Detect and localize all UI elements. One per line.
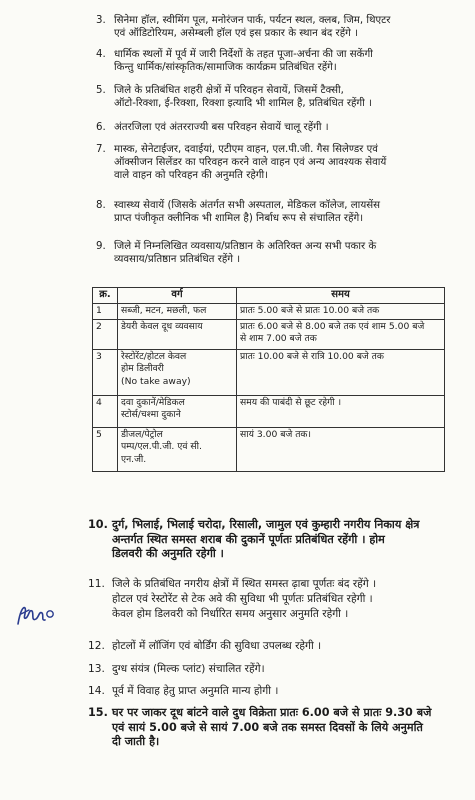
- cell-time: [237, 427, 445, 471]
- cell-line: रेस्टोरेंट/होटल केवल: [121, 350, 187, 362]
- cell-sn: 5: [93, 427, 118, 471]
- item-number: 15.: [88, 706, 108, 719]
- item-text-line: सिनेमा हॉल, स्वीमिंग पूल, मनोरंजन पार्क, पर्यटन स्थल, क्लब, जिम, थिएटर: [114, 15, 391, 26]
- cell-line: प्रातः 5.00 बजे से प्रातः 10.00 बजे तक: [240, 304, 380, 316]
- item-text-line: मास्क, सेनेटाईजर, दवाईयां, एटीएम वाहन, एल.पी.जी. गैस सिलेण्डर एवं: [114, 144, 378, 155]
- cell-line: समय की पाबंदी से छूट रहेगी ।: [240, 396, 342, 408]
- cell-line: से शाम 7.00 बजे तक: [240, 333, 317, 344]
- cell-line: पम्प/एल.पी.जी. एवं सी.: [121, 441, 202, 452]
- item-text-line: धार्मिक स्थलों में पूर्व में जारी निर्देशों के तहत पूजा-अर्चना की जा सकेंगी: [114, 49, 373, 60]
- item-number: 10.: [88, 518, 108, 531]
- table-row: [93, 349, 445, 395]
- column-header-category: वर्ग: [118, 288, 237, 304]
- cell-sn: 4: [93, 395, 118, 427]
- item-text-line: ऑटो-रिक्शा, ई-रिक्शा, रिक्शा इत्यादि भी शामिल है, प्रतिबंधित रहेंगी ।: [114, 98, 372, 109]
- cell-time: [237, 349, 445, 395]
- column-header-sn: क्र.: [93, 288, 118, 304]
- cell-line: दवा दुकानें/मेडिकल: [121, 396, 185, 408]
- cell-sn: 3: [93, 349, 118, 395]
- item-text-line: केवल होम डिलवरी को निर्धारित समय अनुसार अनुमति रहेगी ।: [112, 608, 349, 620]
- item-number: 14.: [88, 685, 105, 697]
- item-number: 11.: [88, 578, 105, 590]
- table-row: [93, 303, 445, 319]
- cell-category: [118, 303, 237, 319]
- table-row: [93, 319, 445, 349]
- cell-line: सब्जी, मटन, मछली, फल: [121, 304, 207, 316]
- table-row: [93, 427, 445, 471]
- item-number: 4.: [96, 49, 106, 60]
- cell-line: सायं 3.00 बजे तक।: [240, 428, 311, 440]
- item-number: 6.: [96, 122, 106, 133]
- cell-sn: 1: [93, 303, 118, 319]
- item-text-line: घर पर जाकर दूध बांटने वाले दुध विक्रेता प्रातः 6.00 बजे से प्रातः 9.30 बजे: [112, 706, 432, 719]
- cell-time: [237, 303, 445, 319]
- cell-time: [237, 395, 445, 427]
- item-text-line: प्राप्त पंजीकृत क्लीनिक भी शामिल है) निर्बाध रूप से संचालित रहेंगे।: [114, 213, 364, 224]
- business-hours-table: [92, 287, 445, 472]
- cell-category: [118, 427, 237, 471]
- table-row: [93, 395, 445, 427]
- item-text-line: अन्तर्गत स्थित समस्त शराब की दुकानें पूर्णतः प्रतिबंधित रहेंगी । होम: [112, 532, 385, 546]
- handwritten-signature-icon: [14, 602, 56, 628]
- item-text-line: एवं सायं 5.00 बजे से सायं 7.00 बजे तक समस्त दिवसों के लिये अनुमति: [112, 720, 423, 734]
- item-text-line: वाले वाहन को परिवहन की अनुमति रहेगी।: [114, 170, 269, 181]
- cell-line: डीजल/पेट्रोल: [121, 428, 163, 440]
- cell-time: [237, 319, 445, 349]
- item-number: 13.: [88, 663, 105, 675]
- item-number: 7.: [96, 144, 106, 155]
- cell-line: प्रातः 6.00 बजे से 8.00 बजे तक एवं शाम 5.00 बजे: [240, 320, 425, 332]
- cell-category: [118, 349, 237, 395]
- cell-sn: 2: [93, 319, 118, 349]
- item-text-line: स्वास्थ्य सेवायें (जिसके अंतर्गत सभी अस्पताल, मेडिकल कॉलेज, लायसेंस: [114, 200, 381, 211]
- cell-line: होम डिलीवरी: [121, 363, 164, 374]
- item-text-line: पूर्व में विवाह हेतु प्राप्त अनुमति मान्य होगी ।: [112, 685, 279, 697]
- item-text-line: होटल एवं रेस्टोरेंट से टेक अवे की सुविधा भी पूर्णतः प्रतिबंधित रहेगी ।: [112, 593, 373, 605]
- item-number: 8.: [96, 200, 106, 211]
- item-text-line: अंतरजिला एवं अंतरराज्यी बस परिवहन सेवायें चालू रहेंगी ।: [114, 122, 329, 133]
- item-text-line: दुर्ग, भिलाई, भिलाई चरोदा, रिसाली, जामुल एवं कुम्हारी नगरीय निकाय क्षेत्र: [112, 518, 420, 531]
- item-number: 5.: [96, 85, 106, 96]
- cell-category: [118, 319, 237, 349]
- item-text-line: जिले के प्रतिबंधित नगरीय क्षेत्रों में स्थित समस्त ढ़ाबा पूर्णतः बंद रहेंगे ।: [112, 578, 377, 590]
- cell-line: (No take away): [121, 375, 191, 387]
- table-header-row: [93, 288, 445, 304]
- item-text-line: डिलवरी की अनुमति रहेगी ।: [112, 547, 224, 560]
- item-text-line: ऑक्सीजन सिलेंडर का परिवहन करने वाले वाहन एवं अन्य आवश्यक सेवायें: [114, 157, 387, 168]
- item-text-line: दी जाती है।: [112, 735, 160, 748]
- cell-line: एन.जी.: [121, 453, 147, 465]
- item-text-line: जिले के प्रतिबंधित शहरी क्षेत्रों में परिवहन सेवायें, जिसमें टैक्सी,: [114, 85, 344, 96]
- item-text-line: होटलों में लॉजिंग एवं बोर्डिंग की सुविधा उपलब्ध रहेगी ।: [112, 640, 322, 652]
- item-number: 9.: [96, 241, 106, 252]
- item-text-line: जिले में निम्नलिखित व्यवसाय/प्रतिष्ठान के अतिरिक्त अन्य सभी पकार के: [114, 241, 377, 252]
- item-text-line: एवं ऑडिटोरियम, असेम्बली हॉल एवं इस प्रकार के स्थान बंद रहेंगे ।: [114, 28, 358, 39]
- cell-line: स्टोर्स/चश्मा दुकाने: [121, 409, 181, 420]
- column-header-time: समय: [237, 288, 445, 304]
- cell-category: [118, 395, 237, 427]
- item-number: 12.: [88, 640, 105, 652]
- cell-line: प्रातः 10.00 बजे से रात्रि 10.00 बजे तक: [240, 350, 384, 362]
- item-text-line: किन्तु धार्मिक/सांस्कृतिक/सामाजिक कार्यक्रम प्रतिबंधित रहेंगे।: [114, 62, 337, 73]
- item-text-line: व्यवसाय/प्रतिष्ठान प्रतिबंधित रहेंगे ।: [114, 254, 241, 265]
- cell-line: डेयरी केवल दूध व्यवसाय: [121, 320, 203, 332]
- item-number: 3.: [96, 15, 106, 26]
- item-text-line: दुग्ध संयंत्र (मिल्क प्लांट) संचालित रहेंगे।: [112, 663, 265, 675]
